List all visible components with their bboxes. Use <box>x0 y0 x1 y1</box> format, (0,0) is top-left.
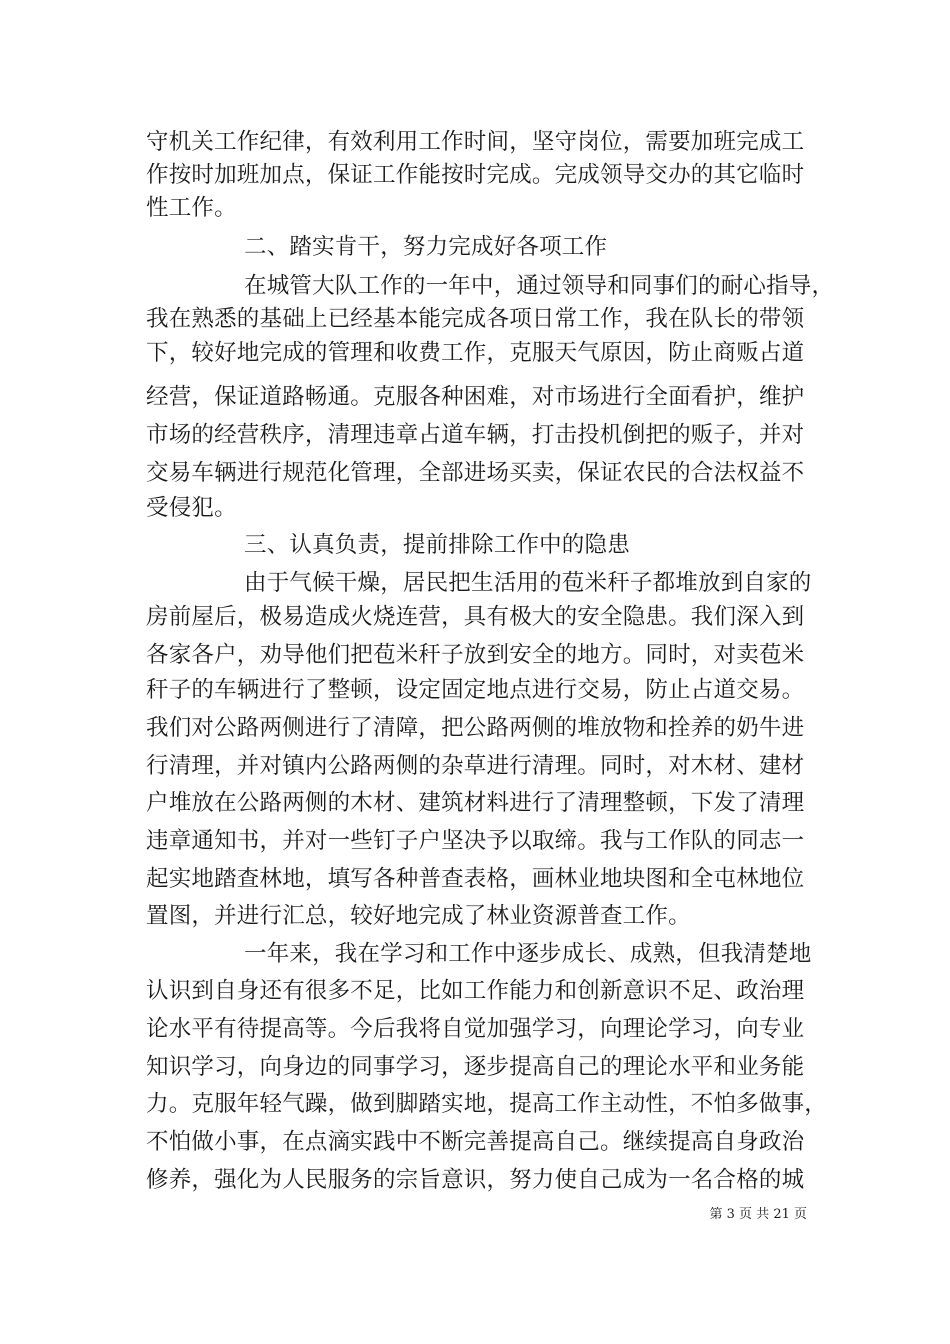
section-heading: 二、踏实肯干，努力完成好各项工作 <box>244 234 608 260</box>
body-line: 认识到自身还有很多不足，比如工作能力和创新意识不足、政治理 <box>146 978 805 1004</box>
body-line: 经营，保证道路畅通。克服各种困难，对市场进行全面看护，维护 <box>146 384 805 410</box>
body-line: 受侵犯。 <box>146 495 237 521</box>
body-line: 不怕做小事，在点滴实践中不断完善提高自己。继续提高自身政治 <box>146 1129 805 1155</box>
body-line: 行清理，并对镇内公路两侧的杂草进行清理。同时，对木材、建材 <box>146 753 805 779</box>
body-line: 知识学习，向身边的同事学习，逐步提高自己的理论水平和业务能 <box>146 1054 805 1080</box>
body-line: 论水平有待提高等。今后我将自觉加强学习，向理论学习，向专业 <box>146 1016 805 1042</box>
body-line: 性工作。 <box>146 195 237 221</box>
body-line: 作按时加班加点，保证工作能按时完成。完成领导交办的其它临时 <box>146 162 805 188</box>
body-line: 各家各户，劝导他们把苞米秆子放到安全的地方。同时，对卖苞米 <box>146 642 805 668</box>
body-line: 我们对公路两侧进行了清障，把公路两侧的堆放物和拴养的奶牛进 <box>146 715 805 741</box>
body-line: 违章通知书，并对一些钉子户坚决予以取缔。我与工作队的同志一 <box>146 828 805 854</box>
body-line: 在城管大队工作的一年中，通过领导和同事们的耐心指导， <box>244 273 835 299</box>
body-line: 守机关工作纪律，有效利用工作时间，坚守岗位，需要加班完成工 <box>146 129 805 155</box>
body-line: 一年来，我在学习和工作中逐步成长、成熟，但我清楚地 <box>244 941 812 967</box>
body-line: 置图，并进行汇总，较好地完成了林业资源普查工作。 <box>146 903 691 929</box>
body-line: 起实地踏查林地，填写各种普查表格，画林业地块图和全屯林地位 <box>146 866 805 892</box>
body-line: 下，较好地完成的管理和收费工作，克服天气原因，防止商贩占道 <box>146 340 805 366</box>
body-line: 秆子的车辆进行了整顿，设定固定地点进行交易，防止占道交易。 <box>146 677 805 703</box>
body-line: 我在熟悉的基础上已经基本能完成各项日常工作，我在队长的带领 <box>146 306 805 332</box>
body-line: 房前屋后，极易造成火烧连营，具有极大的安全隐患。我们深入到 <box>146 604 805 630</box>
body-line: 力。克服年轻气躁，做到脚踏实地，提高工作主动性，不怕多做事， <box>146 1091 828 1117</box>
section-heading: 三、认真负责，提前排除工作中的隐患 <box>244 532 630 558</box>
body-line: 交易车辆进行规范化管理，全部进场买卖，保证农民的合法权益不 <box>146 460 805 486</box>
body-line: 由于气候干燥，居民把生活用的苞米秆子都堆放到自家的 <box>244 570 812 596</box>
body-line: 修养，强化为人民服务的宗旨意识，努力使自己成为一名合格的城 <box>146 1167 805 1193</box>
body-line: 市场的经营秩序，清理违章占道车辆，打击投机倒把的贩子，并对 <box>146 422 805 448</box>
page-number-footer: 第 3 页 共 21 页 <box>709 1207 807 1222</box>
body-line: 户堆放在公路两侧的木材、建筑材料进行了清理整顿，下发了清理 <box>146 790 805 816</box>
